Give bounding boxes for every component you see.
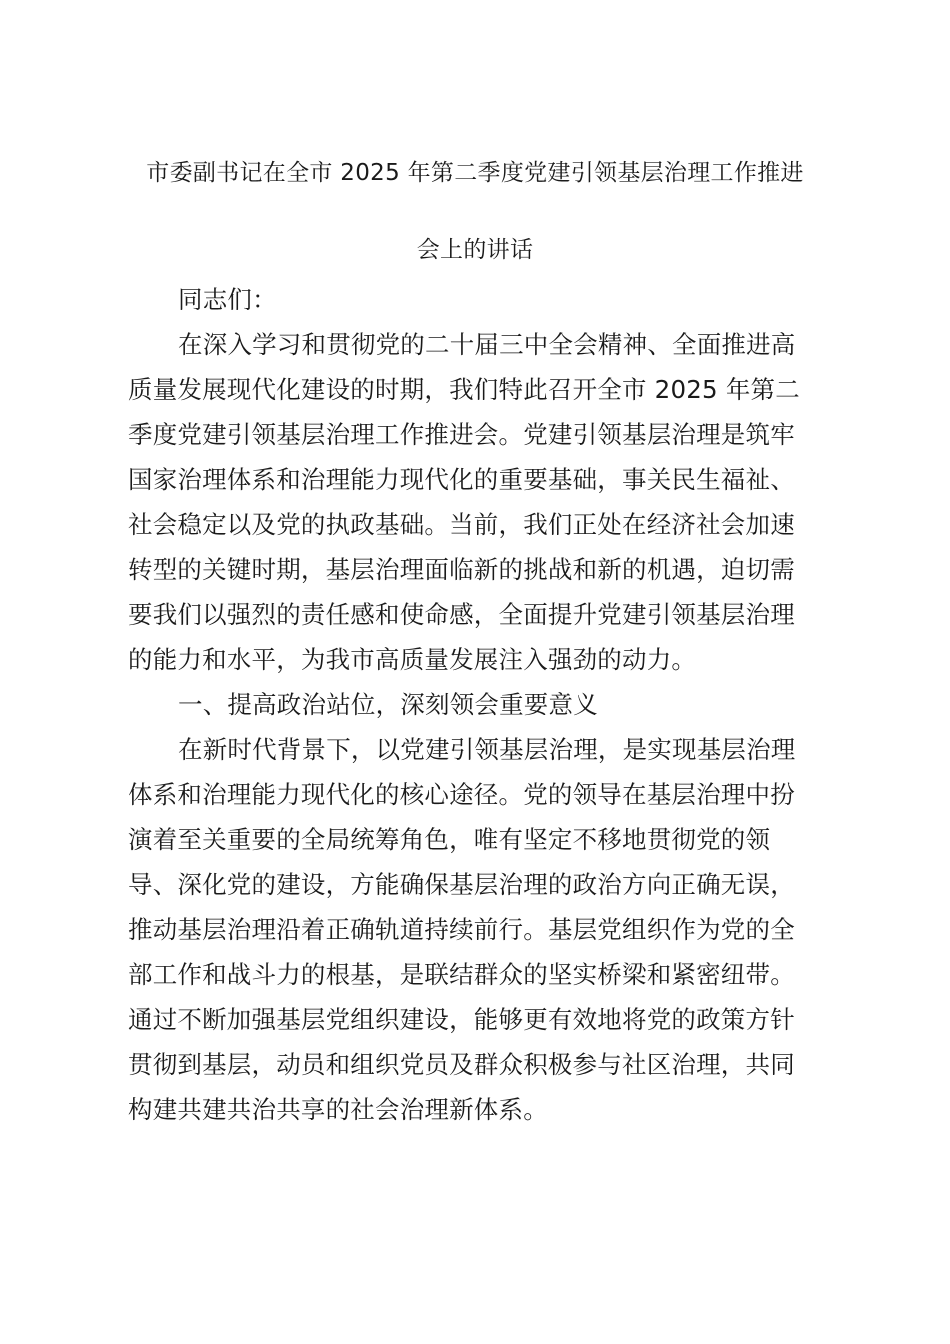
paragraph-2-line: 在新时代背景下，以党建引领基层治理，是实现基层治理 bbox=[178, 735, 796, 764]
paragraph-2-line: 部工作和战斗力的根基，是联结群众的坚实桥梁和紧密纽带。 bbox=[128, 960, 795, 989]
paragraph-1-line: 转型的关键时期，基层治理面临新的挑战和新的机遇，迫切需 bbox=[128, 555, 795, 584]
section-1-heading: 一、提高政治站位，深刻领会重要意义 bbox=[178, 690, 598, 719]
paragraph-1-line: 质量发展现代化建设的时期，我们特此召开全市 2025 年第二 bbox=[128, 375, 800, 404]
paragraph-1-line: 季度党建引领基层治理工作推进会。党建引领基层治理是筑牢 bbox=[128, 420, 795, 449]
paragraph-2-line: 通过不断加强基层党组织建设，能够更有效地将党的政策方针 bbox=[128, 1005, 795, 1034]
paragraph-2-line: 演着至关重要的全局统筹角色，唯有坚定不移地贯彻党的领 bbox=[128, 825, 771, 854]
paragraph-1-line: 国家治理体系和治理能力现代化的重要基础，事关民生福祉、 bbox=[128, 465, 795, 494]
document-title-line-2: 会上的讲话 bbox=[416, 237, 534, 263]
paragraph-2-line: 贯彻到基层，动员和组织党员及群众积极参与社区治理，共同 bbox=[128, 1050, 795, 1079]
paragraph-1-line: 在深入学习和贯彻党的二十届三中全会精神、全面推进高 bbox=[178, 330, 796, 359]
paragraph-1-line: 社会稳定以及党的执政基础。当前，我们正处在经济社会加速 bbox=[128, 510, 795, 539]
paragraph-2-line: 构建共建共治共享的社会治理新体系。 bbox=[128, 1095, 548, 1124]
salutation: 同志们： bbox=[178, 285, 277, 314]
paragraph-2-line: 体系和治理能力现代化的核心途径。党的领导在基层治理中扮 bbox=[128, 780, 795, 809]
paragraph-1-line: 的能力和水平，为我市高质量发展注入强劲的动力。 bbox=[128, 645, 697, 674]
document-title-line-1: 市委副书记在全市 2025 年第二季度党建引领基层治理工作推进 bbox=[146, 160, 804, 186]
paragraph-2-line: 推动基层治理沿着正确轨道持续前行。基层党组织作为党的全 bbox=[128, 915, 795, 944]
paragraph-1-line: 要我们以强烈的责任感和使命感，全面提升党建引领基层治理 bbox=[128, 600, 795, 629]
paragraph-2-line: 导、深化党的建设，方能确保基层治理的政治方向正确无误， bbox=[128, 870, 795, 899]
